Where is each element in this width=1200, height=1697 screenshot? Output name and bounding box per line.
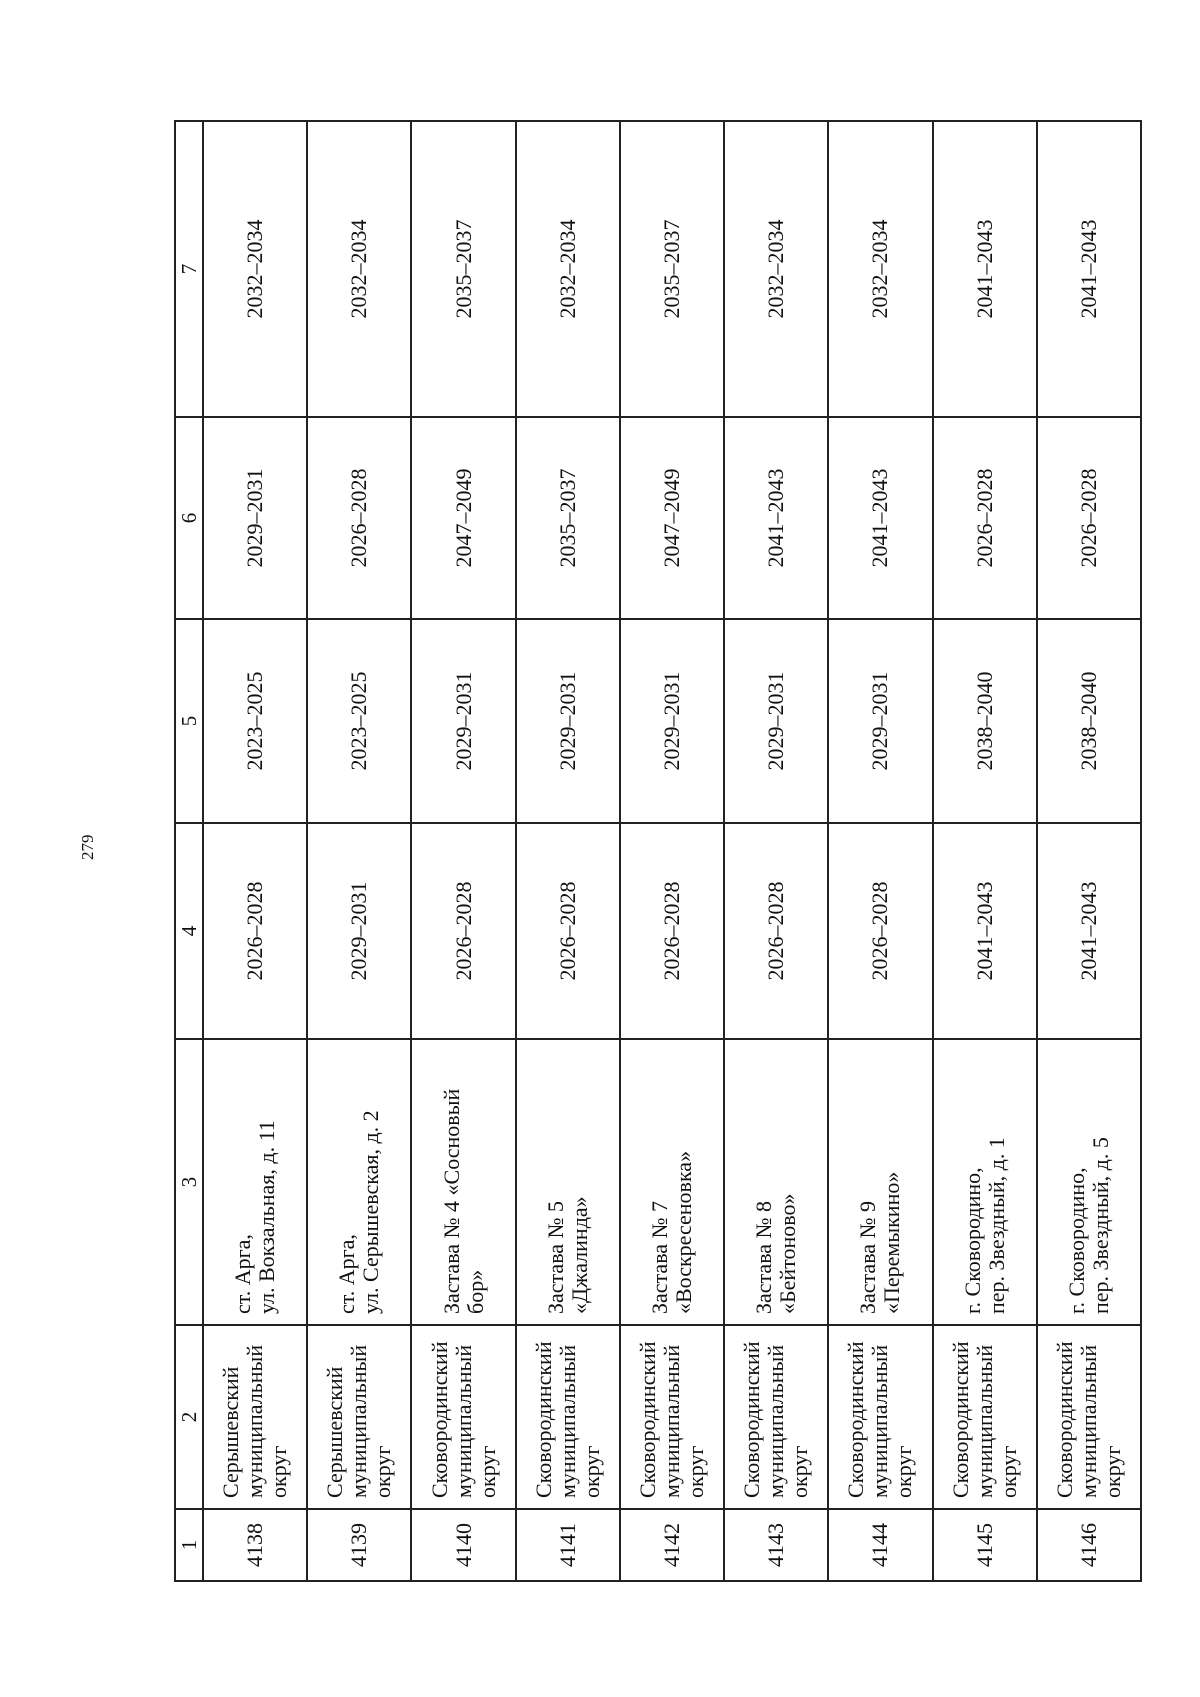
row-number-cell: 4143 [724,1509,828,1581]
header-cell: 1 [175,1509,203,1581]
address-cell [724,1039,828,1325]
period-cell-c6: 2026–2028 [1037,417,1141,619]
period-cell-c7: 2032–2034 [203,121,307,417]
address-line: пер. Звездный, д. 5 [1087,1137,1113,1314]
period-cell-c6: 2047–2049 [620,417,724,619]
district-line: муниципальный [658,1344,684,1498]
district-line: муниципальный [242,1344,268,1498]
address-line: ул. Вокзальная, д. 11 [254,1120,280,1314]
period-cell-c7: 2032–2034 [516,121,620,417]
district-line: округ [995,1445,1021,1498]
period-cell-c7: 2041–2043 [1037,121,1141,417]
district-line: округ [1099,1445,1125,1498]
header-cell: 3 [175,1039,203,1325]
district-line: Сковородинский [843,1341,869,1498]
period-cell-c4: 2026–2028 [203,823,307,1039]
period-cell-c6: 2035–2037 [516,417,620,619]
table-header-row [175,121,203,1581]
period-cell-c4: 2026–2028 [724,823,828,1039]
district-cell [1037,1325,1141,1509]
address-line: «Воскресеновка» [670,1150,696,1314]
period-cell-c6: 2041–2043 [828,417,932,619]
row-number-cell: 4145 [933,1509,1037,1581]
period-cell-c4: 2041–2043 [933,823,1037,1039]
period-cell-c4: 2026–2028 [516,823,620,1039]
address-cell [1037,1039,1141,1325]
period-cell-c4: 2026–2028 [620,823,724,1039]
schedule-table [174,120,1142,1582]
address-line: бор» [462,1269,488,1314]
address-cell [933,1039,1037,1325]
period-cell-c4: 2029–2031 [307,823,411,1039]
address-line: ул. Серышевская, д. 2 [358,1110,384,1314]
district-cell [516,1325,620,1509]
district-cell [620,1325,724,1509]
period-cell-c6: 2029–2031 [203,417,307,619]
period-cell-c5: 2038–2040 [933,619,1037,823]
header-cell: 4 [175,823,203,1039]
table-row [307,121,411,1581]
period-cell-c4: 2026–2028 [828,823,932,1039]
address-cell [828,1039,932,1325]
district-line: Сковородинский [426,1341,452,1498]
district-line: округ [370,1445,396,1498]
district-line: округ [266,1445,292,1498]
table-row [516,121,620,1581]
period-cell-c6: 2026–2028 [933,417,1037,619]
period-cell-c6: 2047–2049 [411,417,515,619]
address-line: Застава № 4 «Сосновый [438,1088,464,1314]
district-line: муниципальный [1075,1344,1101,1498]
period-cell-c4: 2041–2043 [1037,823,1141,1039]
district-line: Сковородинский [1051,1341,1077,1498]
district-line: Сковородинский [739,1341,765,1498]
period-cell-c5: 2029–2031 [620,619,724,823]
address-cell [620,1039,724,1325]
address-line: «Джалинда» [566,1196,592,1314]
district-line: округ [787,1445,813,1498]
table-body [175,121,1141,1581]
period-cell-c5: 2029–2031 [724,619,828,823]
period-cell-c5: 2029–2031 [828,619,932,823]
district-cell [933,1325,1037,1509]
period-cell-c7: 2041–2043 [933,121,1037,417]
period-cell-c4: 2026–2028 [411,823,515,1039]
district-cell [724,1325,828,1509]
address-line: г. Сковородино, [959,1167,985,1314]
table-row [620,121,724,1581]
header-cell: 7 [175,121,203,417]
period-cell-c7: 2032–2034 [828,121,932,417]
period-cell-c7: 2032–2034 [307,121,411,417]
district-line: округ [474,1445,500,1498]
address-line: ст. Арга, [334,1234,360,1314]
district-line: Сковородинский [634,1341,660,1498]
district-line: Серышевский [218,1366,244,1498]
row-number-cell: 4146 [1037,1509,1141,1581]
table-row [933,121,1037,1581]
period-cell-c7: 2035–2037 [411,121,515,417]
district-line: муниципальный [763,1344,789,1498]
district-line: Сковородинский [530,1341,556,1498]
period-cell-c5: 2023–2025 [307,619,411,823]
district-cell [307,1325,411,1509]
period-cell-c6: 2026–2028 [307,417,411,619]
table-row [1037,121,1141,1581]
period-cell-c7: 2032–2034 [724,121,828,417]
address-line: г. Сковородино, [1063,1167,1089,1314]
period-cell-c7: 2035–2037 [620,121,724,417]
district-line: муниципальный [450,1344,476,1498]
address-cell [516,1039,620,1325]
row-number-cell: 4138 [203,1509,307,1581]
row-number-cell: 4142 [620,1509,724,1581]
district-line: округ [682,1445,708,1498]
period-cell-c5: 2023–2025 [203,619,307,823]
district-line: муниципальный [971,1344,997,1498]
row-number-cell: 4144 [828,1509,932,1581]
district-line: муниципальный [346,1344,372,1498]
table-row [724,121,828,1581]
district-line: муниципальный [554,1344,580,1498]
period-cell-c6: 2041–2043 [724,417,828,619]
period-cell-c5: 2038–2040 [1037,619,1141,823]
district-line: Сковородинский [947,1341,973,1498]
district-cell [828,1325,932,1509]
header-cell: 2 [175,1325,203,1509]
address-line: Застава № 7 [646,1200,672,1314]
row-number-cell: 4140 [411,1509,515,1581]
table-row [828,121,932,1581]
district-cell [203,1325,307,1509]
row-number-cell: 4141 [516,1509,620,1581]
period-cell-c5: 2029–2031 [411,619,515,823]
page-number: 279 [78,834,97,860]
district-line: округ [578,1445,604,1498]
rotated-table-container [174,122,1142,1582]
district-line: муниципальный [867,1344,893,1498]
district-line: округ [891,1445,917,1498]
address-cell [203,1039,307,1325]
address-cell [307,1039,411,1325]
row-number-cell: 4139 [307,1509,411,1581]
address-line: «Перемыкино» [879,1171,905,1314]
address-line: ст. Арга, [230,1234,256,1314]
district-cell [411,1325,515,1509]
address-line: Застава № 5 [542,1200,568,1314]
address-line: «Бейтоново» [775,1193,801,1314]
address-line: пер. Звездный, д. 1 [983,1137,1009,1314]
header-cell: 5 [175,619,203,823]
address-cell [411,1039,515,1325]
district-line: Серышевский [322,1366,348,1498]
address-line: Застава № 8 [751,1200,777,1314]
table-row [411,121,515,1581]
period-cell-c5: 2029–2031 [516,619,620,823]
table-row [203,121,307,1581]
address-line: Застава № 9 [855,1200,881,1314]
header-cell: 6 [175,417,203,619]
